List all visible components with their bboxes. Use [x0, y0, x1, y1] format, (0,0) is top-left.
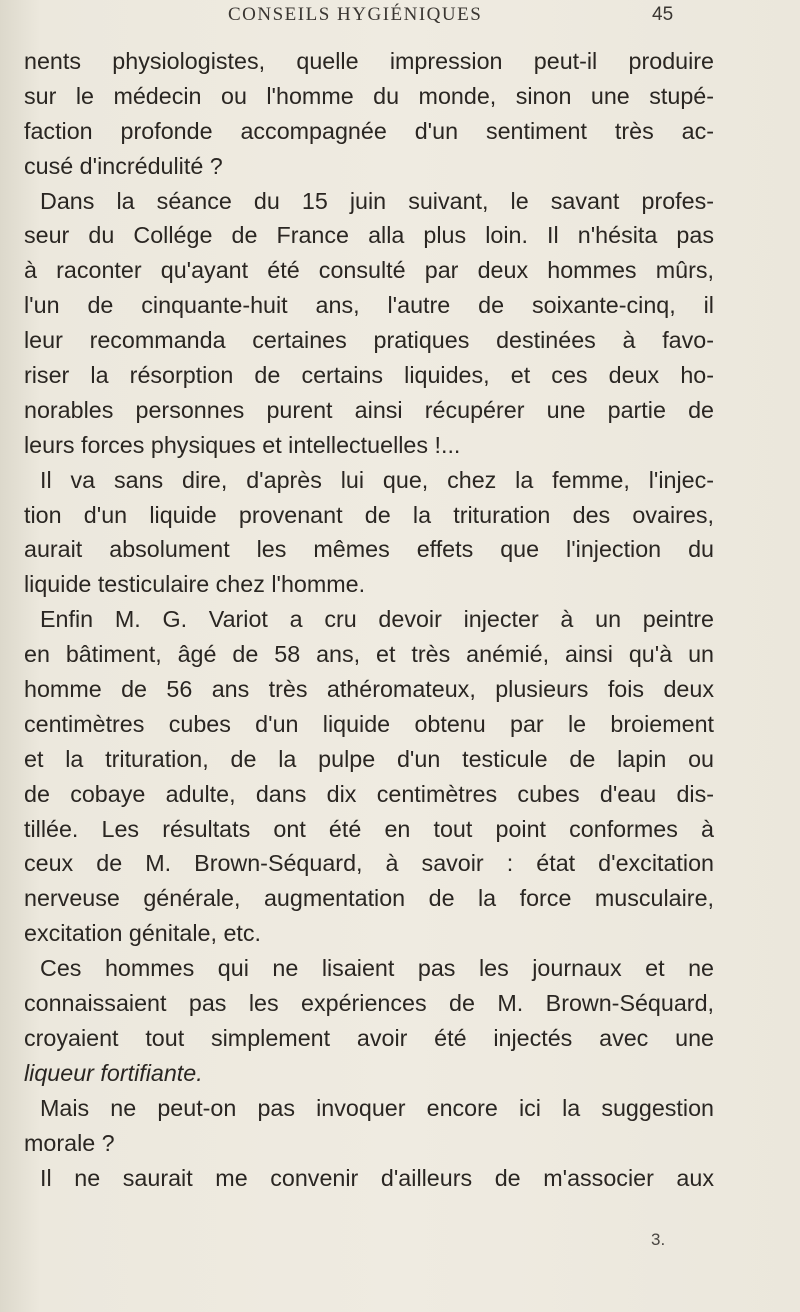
text-line: excitation génitale, etc.	[24, 920, 261, 947]
text-line: norables personnes purent ainsi récupérer une partie de	[24, 396, 714, 423]
signature-mark: 3.	[651, 1230, 666, 1249]
page-number: 45	[652, 4, 674, 25]
text-line: nerveuse générale, augmentation de la force musculaire,	[24, 885, 714, 912]
text-line: Il va sans dire, d'après lui que, chez la femme, l'injec-	[40, 466, 714, 493]
text-line: ceux de M. Brown-Séquard, à savoir : état d'excitation	[24, 850, 714, 877]
text-line: à raconter qu'ayant été consulté par deux hommes mûrs,	[24, 257, 714, 284]
text-line: leurs forces physiques et intellectuelles !...	[24, 431, 461, 458]
text-line: leur recommanda certaines pratiques destinées à favo-	[24, 327, 714, 354]
text-line: Il ne saurait me convenir d'ailleurs de m'associer aux	[40, 1164, 714, 1191]
text-line: Dans la séance du 15 juin suivant, le savant profes-	[40, 187, 714, 214]
text-line: croyaient tout simplement avoir été injectés avec une	[24, 1024, 714, 1051]
text-line: morale ?	[24, 1129, 115, 1156]
text-line: et la trituration, de la pulpe d'un testicule de lapin ou	[24, 745, 714, 772]
text-line: tillée. Les résultats ont été en tout point conformes à	[24, 815, 714, 842]
text-line: tion d'un liquide provenant de la trituration des ovaires,	[24, 501, 714, 528]
text-line: centimètres cubes d'un liquide obtenu par le broiement	[24, 710, 714, 737]
text-line: Ces hommes qui ne lisaient pas les journaux et ne	[40, 955, 714, 982]
text-line: en bâtiment, âgé de 58 ans, et très anémié, ainsi qu'à un	[24, 641, 714, 668]
text-line: Mais ne peut-on pas invoquer encore ici la suggestion	[40, 1094, 714, 1121]
text-line: de cobaye adulte, dans dix centimètres cubes d'eau dis-	[24, 780, 714, 807]
text-line: seur du Collége de France alla plus loin. Il n'hésita pas	[24, 222, 714, 249]
text-line: nents physiologistes, quelle impression peut-il produire	[24, 48, 714, 74]
text-line: faction profonde accompagnée d'un sentiment très ac-	[24, 117, 714, 144]
text-line: sur le médecin ou l'homme du monde, sinon une stupé-	[24, 82, 714, 109]
text-line: aurait absolument les mêmes effets que l'injection du	[24, 536, 714, 563]
body-text	[24, 44, 714, 1195]
text-line: connaissaient pas les expériences de M. Brown-Séquard,	[24, 990, 714, 1017]
running-head: CONSEILS HYGIÉNIQUES	[228, 4, 483, 25]
text-line: homme de 56 ans très athéromateux, plusieurs fois deux	[24, 676, 714, 703]
text-line: l'un de cinquante-huit ans, l'autre de soixante-cinq, il	[24, 292, 714, 319]
text-line: liquide testiculaire chez l'homme.	[24, 571, 366, 598]
text-line: Enfin M. G. Variot a cru devoir injecter à un peintre	[40, 606, 714, 633]
text-line: riser la résorption de certains liquides, et ces deux ho-	[24, 362, 714, 389]
text-line: cusé d'incrédulité ?	[24, 152, 223, 179]
text-line-italic: liqueur fortifiante.	[24, 1059, 203, 1086]
page-header	[0, 4, 800, 30]
